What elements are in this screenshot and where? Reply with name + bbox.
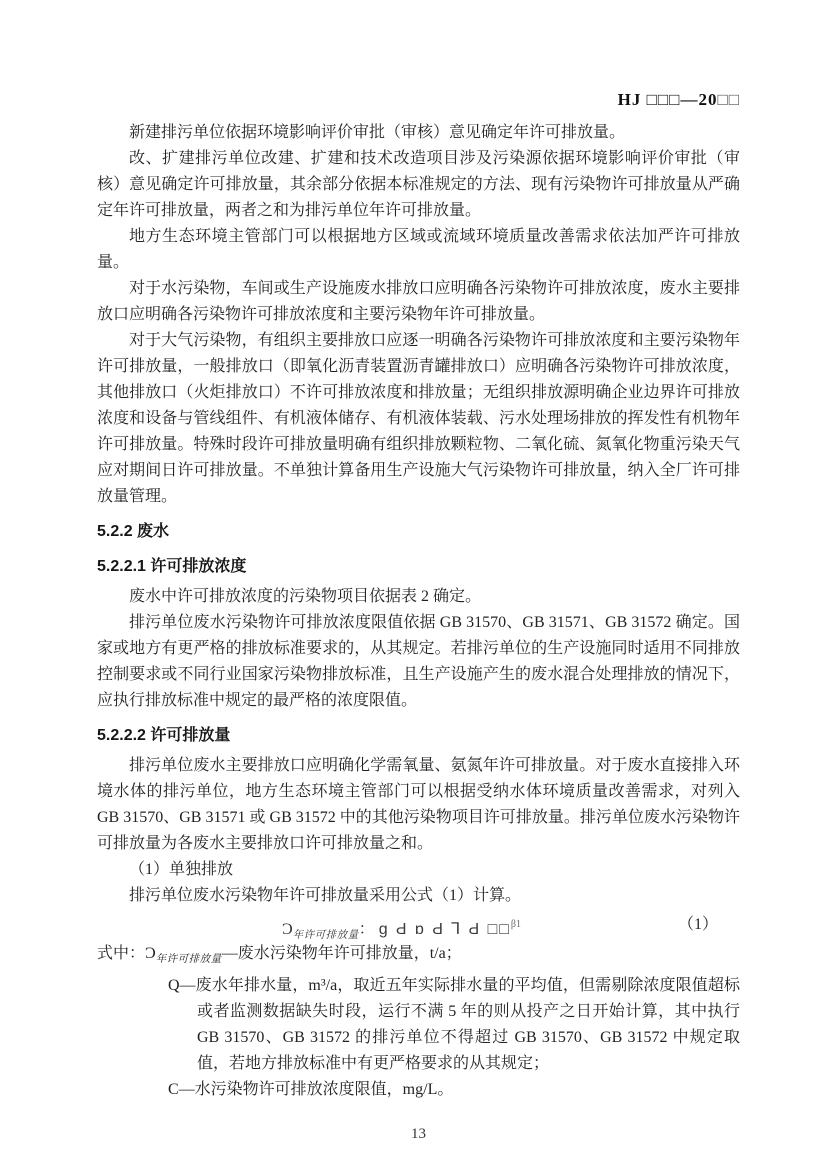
paragraph-single-discharge: （1）单独排放 — [129, 861, 234, 878]
heading-5-2-2-wastewater: 5.2.2 废水 — [97, 523, 170, 540]
standard-code-middle: —20 — [680, 90, 718, 109]
paragraph-permitted-amount: 排污单位废水主要排放口应明确化学需氧量、氨氮年许可排放量。对于废水直接排入环境水体的排污单位，地方生态环境主管部门可以根据受纳水体环境质量改善需求，对列入 GB 31570、GB 31571 或 GB 31572 中的其他污染物项目许可排放量。排污单位废水污染物许可排放量为各废水主要排放口许可排放量之和。 — [97, 757, 740, 852]
definition-lead: 式中： — [97, 945, 146, 962]
definition-symbol-description: —废水污染物年许可排放量，t/a； — [221, 945, 462, 962]
paragraph-local-authority: 地方生态环境主管部门可以根据地方区域或流域环境质量改善需求依法加严许可排放量。 — [97, 228, 740, 271]
formula-1 — [97, 910, 740, 940]
definition-c-item: C—水污染物许可排放浓度限值，mg/L。 — [168, 1081, 454, 1098]
heading-5-2-2-1-concentration: 5.2.2.1 许可排放浓度 — [97, 558, 247, 575]
formula-1-expression — [282, 919, 521, 941]
paragraph-concentration-limits: 排污单位废水污染物许可排放浓度限值依据 GB 31570、GB 31571、GB 31572 确定。国家或地方有更严格的排放标准要求的，从其规定。若排污单位的生产设施同时适用不同排放控制要求或不同行业国家污染物排放标准，且生产设施产生的废水混合处理排放的情况下，应执行排放标准中规定的最严格的浓度限值。 — [97, 614, 740, 709]
paragraph-table2: 废水中许可排放浓度的污染物项目依据表 2 确定。 — [129, 588, 482, 605]
paragraph-rebuild-expand: 改、扩建排污单位改建、扩建和技术改造项目涉及污染源依据环境影响评价审批（审核）意见确定许可排放量，其余部分依据本标准规定的方法、现有污染物许可排放量从严确定年许可排放量，两者之和为排污单位年许可排放量。 — [97, 150, 740, 219]
standard-code-boxes-bold: □□□ — [646, 90, 681, 109]
formula-symbol-subscript: 年许可排放量 — [292, 930, 359, 941]
formula-number: （1） — [677, 916, 718, 933]
definition-symbol-subscript: 年许可排放量 — [155, 954, 222, 965]
formula-superscript: β1 — [510, 919, 521, 930]
definition-symbol: Ɔ — [145, 945, 156, 962]
standard-code-header — [97, 88, 740, 112]
paragraph-new-build: 新建排污单位依据环境影响评价审批（审核）意见确定年许可排放量。 — [129, 124, 626, 141]
definition-intro-line — [97, 941, 740, 973]
formula-separator: ： — [358, 921, 375, 938]
formula-body: g Ԁ ɒ Ԁ ⅂ Ԁ □□ — [378, 921, 511, 938]
definition-q-item: Q—废水年排水量，m³/a，取近五年实际排水量的平均值，但需剔除浓度限值超标或者监测数据缺失时段，运行不满 5 年的则从投产之日开始计算，其中执行 GB 31570、GB 31572 的排污单位不得超过 GB 31570、GB 31572 中规定取值，若地方排放标准中有更严格要求的从其规定； — [168, 977, 740, 1072]
standard-code-boxes-light: □□ — [717, 90, 740, 109]
paragraph-air-pollutant: 对于大气污染物，有组织主要排放口应逐一明确各污染物许可排放浓度和主要污染物年许可排放量，一般排放口（即氧化沥青装置沥青罐排放口）应明确各污染物许可排放浓度，其他排放口（火炬排放口）不许可排放浓度和排放量；无组织排放源明确企业边界许可排放浓度和设备与管线组件、有机液体储存、有机液体装载、污水处理场排放的挥发性有机物年许可排放量。特殊时段许可排放量明确有组织排放颗粒物、二氧化硫、氮氧化物重污染天气应对期间日许可排放量。不单独计算备用生产设施大气污染物许可排放量，纳入全厂许可排放量管理。 — [97, 332, 740, 505]
formula-symbol: Ɔ — [282, 921, 293, 938]
paragraph-water-pollutant: 对于水污染物，车间或生产设施废水排放口应明确各污染物许可排放浓度，废水主要排放口应明确各污染物许可排放浓度和主要污染物年许可排放量。 — [97, 280, 740, 323]
heading-5-2-2-2-amount: 5.2.2.2 许可排放量 — [97, 727, 231, 744]
paragraph-formula-intro: 排污单位废水污染物年许可排放量采用公式（1）计算。 — [129, 887, 522, 904]
standard-code-prefix: HJ — [617, 90, 642, 109]
page-number: 13 — [411, 1126, 426, 1142]
